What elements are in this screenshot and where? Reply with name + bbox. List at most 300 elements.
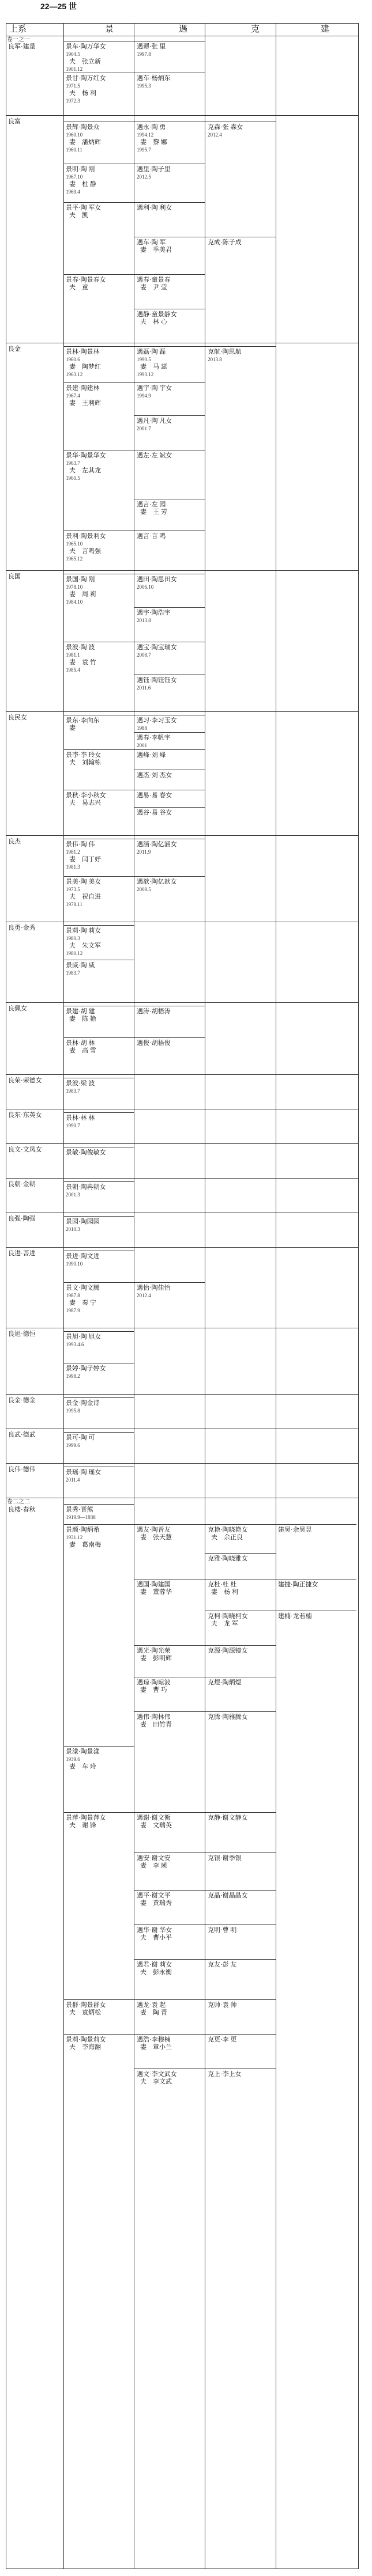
cell-divider (134, 607, 205, 608)
cell-divider (134, 807, 205, 808)
person-date: 2006.10 (137, 584, 154, 590)
cell-divider (134, 274, 205, 275)
spouse-line: 妻 季美君 (140, 247, 172, 253)
person-entry (137, 1526, 172, 1541)
spouse-date: 1969.4 (66, 189, 80, 195)
person-name: 克煜·陶炳煜 (208, 1679, 242, 1686)
person-entry (137, 2036, 172, 2051)
spouse-line: 夫 袁炳松 (69, 2009, 101, 2016)
person-name: 克晶·谢晶晶女 (208, 1892, 248, 1899)
spouse-prefix: 夫 (140, 2078, 146, 2085)
spouse-date: 1981.3 (66, 864, 80, 870)
cell-divider (63, 2034, 134, 2035)
parent-name: 良富 (8, 118, 21, 125)
person-entry (137, 348, 167, 378)
spouse-prefix: 夫 (69, 942, 76, 949)
cell-divider (134, 1282, 205, 1283)
person-name: 遇国·陶建国 (137, 1581, 171, 1588)
spouse-prefix: 妻 (69, 1047, 76, 1054)
spouse-line: 妻 张天慧 (140, 1534, 172, 1541)
cell-divider (134, 2034, 205, 2035)
person-entry (278, 1581, 318, 1589)
person-date: 1971.5 (66, 83, 80, 89)
person-name: 遇华·谢 华女 (137, 1927, 172, 1934)
person-entry (66, 1184, 106, 1199)
person-name: 景瑶·陶 瑶女 (66, 1469, 102, 1476)
cell-divider (63, 1999, 134, 2000)
person-entry (137, 734, 171, 749)
person-name: 建楠·龙若楠 (278, 1613, 312, 1620)
person-entry (66, 927, 101, 957)
spouse-date: 1984.10 (66, 599, 83, 605)
person-date: 1960.6 (66, 357, 80, 362)
spouse-prefix: 夫 (140, 1934, 146, 1941)
spouse-line: 夫 凯 (69, 212, 88, 219)
person-date: 1978.10 (66, 584, 83, 590)
person-name: 遇歆·陶亿歆女 (137, 878, 177, 885)
table-header (6, 23, 359, 36)
spouse-line: 夫 李文武 (140, 2078, 172, 2085)
person-name: 遇文·李文武女 (137, 2071, 177, 2078)
person-entry (66, 1334, 101, 1348)
parent-name: 良杰 (8, 838, 21, 845)
person-date: 1994.12 (137, 132, 154, 138)
person-entry (66, 1469, 101, 1484)
spouse-line: 夫 龙 军 (211, 1620, 238, 1627)
spouse-line: 妻 李 瑛 (140, 1862, 167, 1869)
spouse-prefix: 妻 (140, 1534, 146, 1541)
row-divider (6, 1002, 359, 1003)
spouse-line: 妻 陶 青 (140, 2009, 167, 2016)
cell-divider (63, 202, 134, 203)
row-divider (6, 1394, 359, 1395)
row-divider (6, 1247, 359, 1248)
cell-divider (63, 749, 134, 750)
person-name: 遇田·陶思田女 (137, 576, 177, 583)
cell-divider (134, 732, 205, 733)
spouse-date: 1985.4 (66, 667, 80, 673)
person-entry (137, 276, 171, 291)
spouse-date: 1901.12 (66, 66, 83, 72)
person-entry (66, 43, 106, 73)
person-name: 克明·曹 明 (208, 1927, 237, 1934)
person-name: 遇涵·陶亿涵女 (137, 841, 177, 848)
person-date: 1931.12 (66, 1535, 83, 1540)
person-entry (137, 809, 172, 817)
person-entry (137, 501, 167, 516)
person-name: 克成·陈子成 (208, 239, 242, 246)
cell-divider (63, 1112, 134, 1113)
person-date: 1981.2 (66, 849, 80, 855)
person-date: 2013.8 (137, 618, 151, 623)
person-name: 遇伟·陶林伟 (137, 1714, 171, 1721)
person-date: 2008.7 (137, 652, 151, 658)
cell-divider (63, 1282, 134, 1283)
person-entry (66, 962, 95, 977)
spouse-line: 妻 彭明辉 (140, 1655, 172, 1662)
cell-divider (134, 202, 205, 203)
person-entry (66, 1434, 95, 1449)
genealogy-table (6, 23, 359, 2569)
header-col-yu: 遇 (179, 25, 188, 34)
person-name: 遇涛·胡梧涛 (137, 1008, 171, 1015)
person-name: 遇利·陶 利女 (137, 204, 172, 211)
person-entry (137, 1855, 171, 1870)
person-name: 遇谭·张 里 (137, 43, 166, 50)
person-name: 景进·陶文进 (66, 1253, 100, 1260)
parent-name: 良武·德武 (8, 1431, 36, 1438)
person-entry (66, 276, 106, 291)
spouse-line: 夫 林 心 (140, 319, 167, 325)
person-entry (137, 311, 177, 326)
spouse-prefix: 妻 (69, 139, 76, 146)
person-name: 遇杰·刘 杰女 (137, 772, 172, 779)
person-name: 克艳·陶晓艳女 (208, 1526, 248, 1533)
person-date: 1960.10 (66, 132, 83, 138)
person-entry (66, 1365, 106, 1380)
person-name: 遇车·杨炳东 (137, 75, 171, 82)
person-date: 1999.6 (66, 1442, 80, 1448)
person-date: 2001 (137, 743, 147, 748)
person-name: 景园·陶园园 (66, 1218, 100, 1225)
spouse-line: 妻 王 芳 (140, 509, 167, 516)
spouse-prefix: 妻 (69, 1541, 76, 1548)
person-name: 景波·陶 波 (66, 644, 95, 651)
person-entry (66, 576, 96, 606)
person-name: 景莉·陶景莉女 (66, 2036, 106, 2043)
person-entry (137, 644, 177, 659)
person-date: 1990.7 (66, 1123, 80, 1128)
cell-divider (134, 1524, 205, 1525)
person-entry (137, 1961, 172, 1976)
cell-divider (134, 1812, 205, 1813)
person-name: 景国·陶 刚 (66, 576, 95, 583)
spouse-date: 1972.3 (66, 98, 80, 104)
person-entry (137, 1892, 172, 1907)
person-date: 1939.6 (66, 1756, 80, 1762)
spouse-prefix: 妻 (69, 659, 76, 666)
person-name: 遇友·陶晋友 (137, 1526, 171, 1533)
person-name: 景朝·陶冉朝女 (66, 1184, 106, 1191)
spouse-line: 夫 童 (69, 284, 88, 291)
person-name: 景莉·陶 莉女 (66, 927, 102, 934)
person-date: 1997.8 (137, 51, 151, 57)
person-name: 遇俊·胡梧俊 (137, 1040, 171, 1047)
person-entry (208, 124, 243, 139)
person-date: 1981.1 (66, 652, 80, 658)
person-entry (66, 1008, 96, 1023)
cell-divider (134, 1037, 205, 1038)
row-divider (6, 115, 359, 116)
spouse-prefix: 夫 (211, 1534, 217, 1541)
person-entry (66, 1218, 100, 1233)
row-divider (6, 711, 359, 712)
cell-divider (63, 1524, 134, 1525)
person-name: 景美·陶 美女 (66, 878, 102, 885)
spouse-line: 夫 刘翰栋 (69, 759, 101, 766)
person-name: 遇光·陶光荣 (137, 1647, 171, 1654)
person-name: 克航·陶思航 (208, 348, 242, 355)
cell-divider (63, 274, 134, 275)
person-date: 1995.8 (66, 1408, 80, 1414)
row-divider (6, 1074, 359, 1075)
cell-divider (63, 1181, 134, 1182)
person-entry (137, 1714, 172, 1729)
person-entry (208, 1892, 248, 1900)
person-name: 遇琼·陶琼波 (137, 1679, 171, 1686)
person-entry (66, 1400, 100, 1415)
parent-name: 良民女 (8, 714, 27, 721)
person-name: 景建·胡 建 (66, 1008, 95, 1015)
col-divider (63, 23, 64, 2569)
spouse-line: 夫 左其龙 (69, 467, 101, 474)
person-name: 遇平·谢文平 (137, 1892, 171, 1899)
cell-divider (134, 876, 205, 877)
spouse-line: 夫 易志兴 (69, 800, 101, 806)
person-name: 遇君·谢 莉女 (137, 1961, 172, 1968)
spouse-prefix: 夫 (140, 319, 146, 325)
person-name: 遇宝·陶宝瑞女 (137, 644, 177, 651)
spouse-date: 1960.5 (66, 475, 80, 481)
person-entry (137, 609, 171, 624)
person-entry (137, 1927, 172, 1942)
person-entry (66, 1115, 95, 1130)
spouse-prefix: 夫 (69, 2009, 76, 2016)
spouse-prefix: 夫 (69, 467, 76, 474)
person-name: 遇春·李帆宇 (137, 734, 171, 741)
person-date: 2012.4 (208, 132, 222, 138)
person-date: 1993.4.6 (66, 1342, 84, 1347)
person-name: 景林·胡 林 (66, 1040, 95, 1047)
cell-divider (63, 346, 134, 347)
person-entry (137, 385, 172, 400)
cell-divider (63, 1216, 134, 1217)
person-name: 遇永·陶 勇 (137, 124, 166, 131)
cell-divider (134, 1890, 205, 1891)
header-col-ke: 克 (251, 25, 260, 34)
person-date: 1980.3 (66, 935, 80, 941)
parent-name: 良强·陶强 (8, 1215, 36, 1222)
spouse-line: 妻 车 玲 (69, 1763, 96, 1770)
row-divider (6, 1463, 359, 1464)
spouse-prefix: 妻 (140, 509, 146, 516)
person-name: 遇言·左 园 (137, 501, 166, 508)
spouse-line: 妻 高 雪 (69, 1047, 96, 1054)
person-entry (208, 1647, 248, 1655)
person-entry (137, 717, 177, 732)
person-entry (137, 1040, 171, 1047)
spouse-prefix: 妻 (69, 1763, 76, 1770)
person-entry (66, 166, 96, 196)
person-entry (137, 1679, 171, 1694)
person-name: 遇车·陶 军 (137, 239, 166, 246)
person-name: 景华·陶景华女 (66, 452, 106, 459)
row-divider (6, 835, 359, 836)
person-entry (137, 2071, 177, 2086)
person-entry (208, 2002, 236, 2009)
parent-name: 良伟·德伟 (8, 1466, 36, 1473)
spouse-line: 妻 王利辉 (69, 400, 101, 407)
spouse-line: 妻 闫丁妤 (69, 856, 101, 863)
person-date: 1988 (137, 725, 147, 731)
header-col-upper: 上系 (9, 25, 27, 34)
spouse-line: 妻 尹 莹 (140, 284, 167, 291)
person-entry (137, 43, 166, 58)
spouse-prefix: 夫 (69, 893, 76, 900)
person-name: 遇言·言 鸣 (137, 533, 166, 540)
person-entry (66, 204, 101, 219)
person-entry (66, 1506, 96, 1521)
person-name: 景东·李向东 (66, 717, 100, 724)
person-entry (137, 124, 167, 154)
cell-divider (63, 925, 134, 926)
cell-divider (63, 876, 134, 877)
person-date: 1995.3 (137, 83, 151, 89)
spouse-prefix: 夫 (69, 58, 76, 65)
person-entry (66, 644, 96, 674)
person-entry (66, 1080, 95, 1095)
section-label: 卷二之二 (7, 1499, 30, 1505)
spouse-prefix: 妻 (69, 181, 76, 188)
spouse-prefix: 夫 (211, 1620, 217, 1627)
person-name: 景敏·陶俊敏女 (66, 1149, 106, 1156)
person-entry (137, 1008, 171, 1016)
person-name: 景威·陶 威 (66, 962, 95, 969)
person-name: 遇凡·陶 凡女 (137, 418, 172, 425)
person-date: 1967.4 (66, 393, 80, 399)
person-name: 遇宇·陶 宇女 (137, 385, 172, 392)
spouse-prefix: 妻 (140, 363, 146, 370)
person-entry (278, 1526, 312, 1534)
spouse-date: 1965.12 (66, 556, 83, 562)
person-name: 景秀·晋熊 (66, 1506, 93, 1513)
person-entry (137, 878, 177, 893)
person-entry (66, 752, 101, 767)
spouse-line: 夫 朱文军 (69, 942, 101, 949)
spouse-line: 妻 文瑞英 (140, 1822, 172, 1829)
person-date: 2008.5 (137, 887, 151, 892)
person-name: 克帅·袁 帅 (208, 2002, 237, 2009)
cell-divider (205, 1959, 276, 1960)
spouse-prefix: 妻 (140, 247, 146, 253)
spouse-prefix: 夫 (69, 1822, 76, 1829)
person-entry (66, 348, 101, 378)
section-label: 卷一之一 (7, 37, 30, 43)
cell-divider (205, 346, 276, 347)
spouse-date: 1978.11 (66, 901, 82, 907)
person-name: 建昊·余昊昱 (278, 1526, 312, 1533)
person-date: 1973.5 (66, 887, 80, 892)
person-entry (137, 75, 171, 90)
spouse-line: 妻 黄瑞秀 (140, 1900, 172, 1907)
spouse-prefix: 妻 (69, 1016, 76, 1022)
spouse-line: 夫 祝自进 (69, 893, 101, 900)
header-col-jian: 建 (321, 25, 330, 34)
person-date: 2010.3 (66, 1226, 80, 1232)
person-name: 景旭·陶 旭女 (66, 1334, 102, 1340)
person-name: 遇峰·刘 峰 (137, 752, 166, 759)
person-date: 2011.9 (137, 849, 151, 855)
person-entry (66, 717, 100, 732)
person-name: 景可·陶 可 (66, 1434, 95, 1441)
parent-name: 良文·文凤女 (8, 1146, 42, 1153)
person-date: 1983.7 (66, 970, 80, 976)
spouse-date: 1963.12 (66, 372, 83, 377)
cell-divider (63, 1037, 134, 1038)
row-divider (6, 1178, 359, 1179)
cell-divider (205, 1645, 276, 1646)
person-name: 景辉·陶景众 (66, 124, 100, 131)
person-name: 遇习·李习玉女 (137, 717, 177, 724)
cell-divider (134, 382, 205, 383)
person-name: 遇怡·陶佳怡 (137, 1285, 171, 1291)
person-entry (137, 418, 172, 433)
spouse-line: 妻 马 蕊 (140, 363, 167, 370)
spouse-prefix: 妻 (140, 2044, 146, 2051)
spouse-line: 夫 张立新 (69, 58, 101, 65)
spouse-prefix: 夫 (69, 548, 76, 555)
person-name: 景明·陶 刚 (66, 166, 95, 173)
person-name: 克柯·陶晓柯女 (208, 1613, 248, 1620)
person-entry (66, 792, 106, 807)
person-name: 遇安·谢文安 (137, 1855, 171, 1862)
person-name: 克银·谢季银 (208, 1855, 242, 1862)
cell-divider (205, 1711, 276, 1712)
cell-divider (205, 1890, 276, 1891)
person-name: 克杜·杜 杜 (208, 1581, 237, 1588)
spouse-line: 妻 葛南梅 (69, 1541, 101, 1548)
cell-divider (63, 1397, 134, 1398)
person-entry (66, 1748, 100, 1771)
person-date: 1965.10 (66, 541, 83, 547)
spouse-line: 妻 周 莉 (69, 591, 96, 598)
person-entry (66, 841, 101, 871)
spouse-prefix: 夫 (69, 800, 76, 806)
person-entry (278, 1613, 312, 1620)
spouse-date: 1995.7 (137, 147, 151, 153)
person-name: 景建·陶建林 (66, 385, 100, 392)
spouse-prefix: 妻 (69, 363, 76, 370)
person-name: 景车·陶万华女 (66, 43, 106, 50)
spouse-date: 1987.9 (66, 1308, 80, 1313)
person-entry (137, 792, 172, 800)
person-entry (66, 1814, 106, 1829)
person-name: 克更·李 更 (208, 2036, 237, 2043)
spouse-line: 妻 杜 静 (69, 181, 96, 188)
cell-divider (134, 749, 205, 750)
person-entry (208, 348, 242, 363)
spouse-line: 妻 田竹青 (140, 1721, 172, 1728)
person-entry (137, 204, 172, 212)
cell-divider (63, 1746, 134, 1747)
spouse-line: 妻 曹 巧 (140, 1687, 167, 1694)
person-entry (66, 124, 101, 154)
spouse-line: 夫 曹小平 (140, 1934, 172, 1941)
person-entry (208, 1581, 238, 1596)
person-entry (66, 385, 101, 407)
person-date: 1987.8 (66, 1293, 80, 1298)
person-entry (137, 2002, 167, 2017)
person-entry (208, 1714, 248, 1721)
person-name: 克静·谢文静女 (208, 1814, 248, 1821)
person-date: 2012.5 (137, 174, 151, 180)
person-name: 克友·彭 友 (208, 1961, 237, 1968)
parent-name: 良金·德金 (8, 1397, 36, 1404)
person-entry (66, 1253, 100, 1268)
person-date: 2011.4 (66, 1477, 80, 1483)
cell-divider (63, 1331, 134, 1332)
parent-name: 良荣·荣德女 (8, 1077, 42, 1084)
